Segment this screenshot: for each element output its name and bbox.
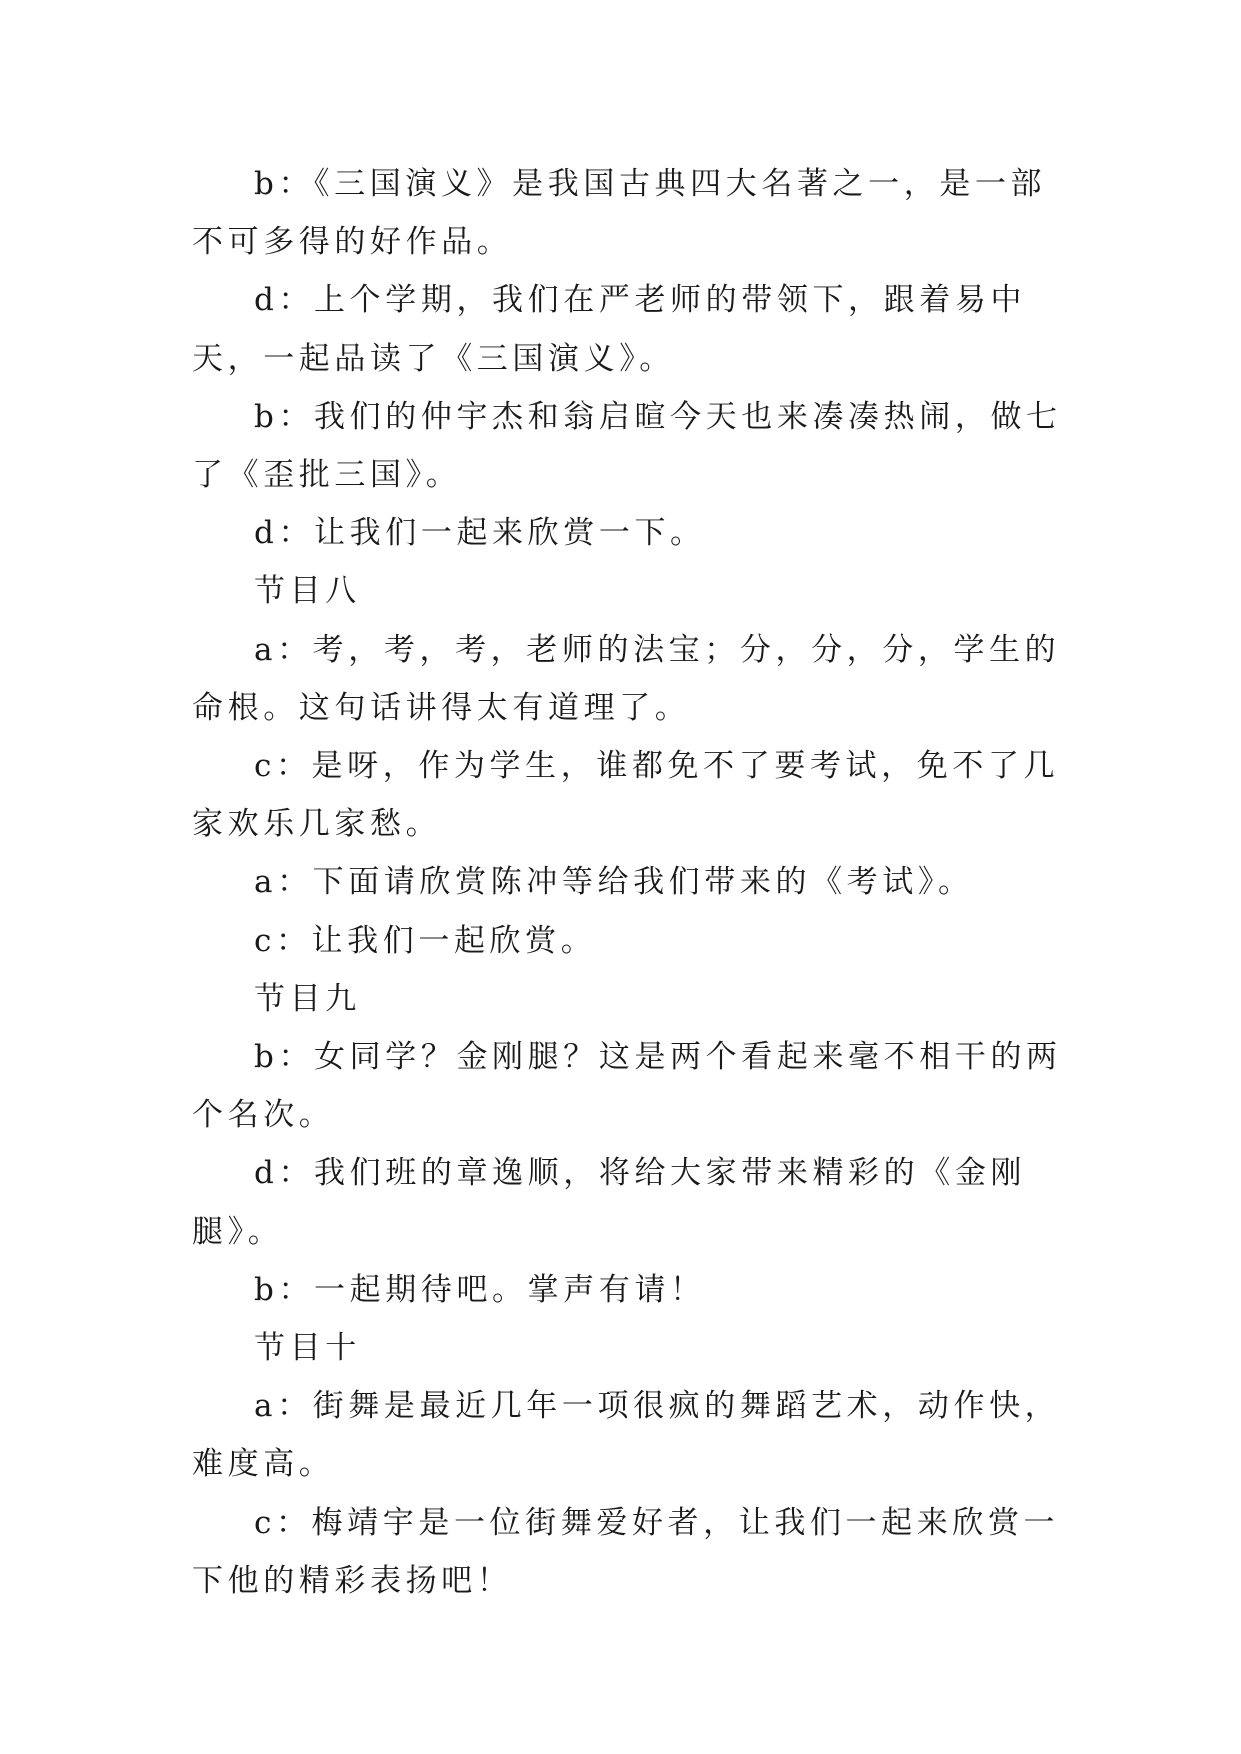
paragraph-1: b：《三国演义》是我国古典四大名著之一，是一部不可多得的好作品。 [192,166,1047,261]
paragraph-16: c：梅靖宇是一位街舞爱好者，让我们一起来欣赏一下他的精彩表扬吧！ [192,1504,1060,1599]
paragraph-11: b：女同学？金刚腿？这是两个看起来毫不相干的两个名次。 [192,1039,1062,1134]
paragraph-15: a：街舞是最近几年一项很疯的舞蹈艺术，动作快，难度高。 [192,1388,1061,1483]
program-heading-10: 节目十 [254,1330,361,1367]
program-heading-8: 节目八 [254,573,361,610]
paragraph-9: c：让我们一起欣赏。 [254,922,597,959]
document-body [192,155,1072,1610]
program-heading-9: 节目九 [254,980,361,1017]
paragraph-8: a：下面请欣赏陈冲等给我们带来的《考试》。 [254,864,974,901]
paragraph-7: c：是呀，作为学生，谁都免不了要考试，免不了几家欢乐几家愁。 [192,748,1060,843]
paragraph-13: b：一起期待吧。掌声有请！ [254,1271,706,1308]
paragraph-4: d：让我们一起来欣赏一下。 [254,515,706,552]
paragraph-6: a：考，考，考，老师的法宝；分，分，分，学生的命根。这句话讲得太有道理了。 [192,631,1061,726]
paragraph-3: b：我们的仲宇杰和翁启暄今天也来凑凑热闹，做七了《歪批三国》。 [192,398,1062,494]
paragraph-12: d：我们班的章逸顺，将给大家带来精彩的《金刚腿》。 [192,1155,1027,1250]
paragraph-2: d：上个学期，我们在严老师的带领下，跟着易中天，一起品读了《三国演义》。 [192,282,1027,377]
